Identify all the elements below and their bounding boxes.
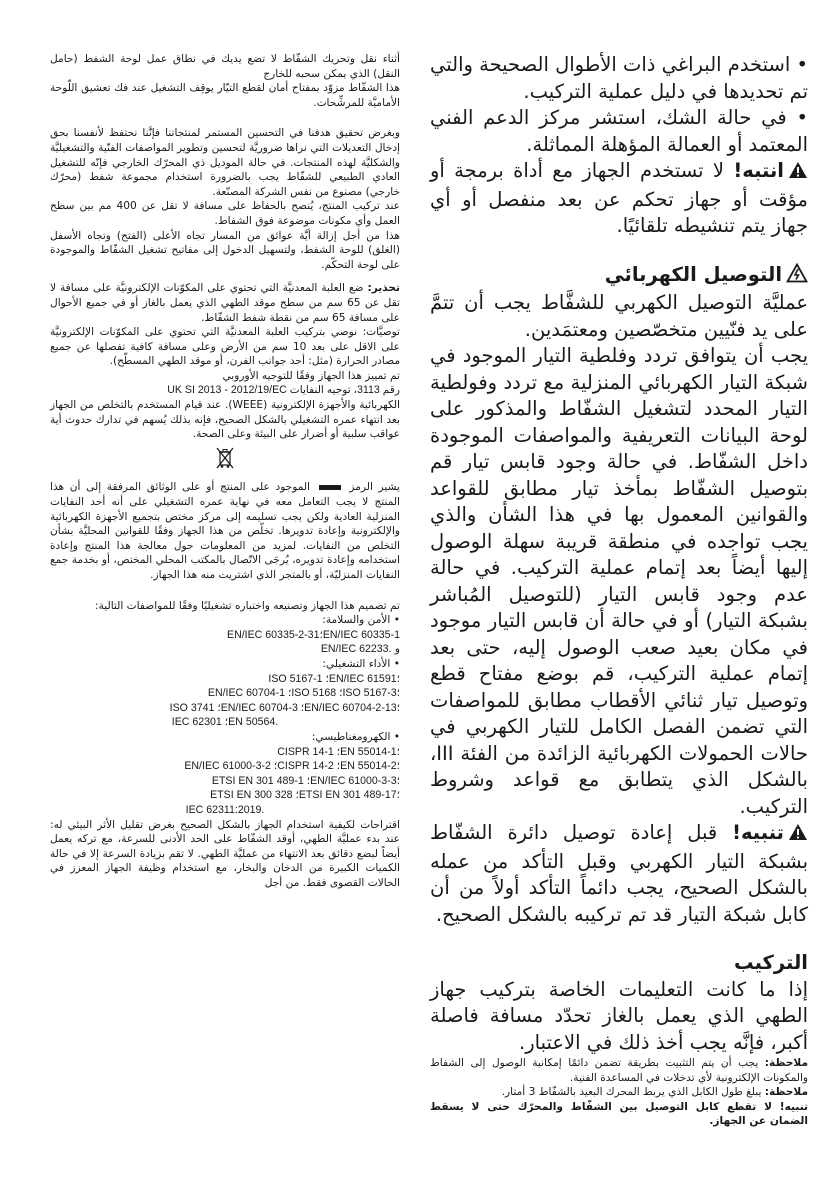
electrical-heading <box>430 262 808 291</box>
safety-line-2 <box>50 642 400 657</box>
symbol-p-b: الموجود على المنتج أو على الوثائق المرفقة إلى أن هذا المنتج لا يجب التعامل معه في نهاية عمره التشغيلي على أنه أحد النفايات المنزلية العادية ولكن يجب تسليمه إلى مركز مختص بتجميع الأجهزة الكهربائية والإلكترونية وإعادة تدويرها. تخلّص من هذا الجهاز وفقًا للقوانين المحليَّة بشأن التخلص من النفايات. لمزيد من المعلومات حول معالجة هذا المنتج وإعادة استخدامه وإعادة تدويره، يُرجَى الاتّصال بالمكتب المحلي المختص، أو بخدمة جمع النفايات المنزليّة، أو بالمتجر الذي اشتريت منه هذا الجهاز. <box>50 481 400 581</box>
recommendations: توصيَّات: نوصي بتركيب العلبة المعدنيَّة التي تحتوي على المكوّنات الإلكترونيَّة على الاقل على بعد 10 سم من الأرض وعلى مسافة كافية تفصلها عن جميع مصادر الحرارة (مثل: أحد جوانب الفرن، أو موقد الطهي المسطّح). <box>50 326 400 368</box>
emc-line-4: ETSI EN 300 328 ؛ETSI EN 301 489-17؛ <box>210 789 400 802</box>
performance-line-4: IEC 62301 ؛EN 50564. <box>171 716 279 729</box>
note-2-text: يبلغ طول الكابل الذي يربط المحرك البعيد بالشفّاط 3 أمتار. <box>501 1086 762 1099</box>
safety-line-2-pre: و <box>394 643 400 656</box>
warning-text: لا تستخدم الجهاز مع أداة برمجة أو مؤقت أو جهاز تحكم عن بعد منفصل أو أي جهاز يتم تنشيطه تلقائيًا. <box>430 159 808 237</box>
weee-directive-line: UK SI 2013 - 2012/19/EC رقم 3113، توجيه النفايات <box>167 384 400 397</box>
caution-text: قبل إعادة توصيل دائرة الشفّاط بشبكة التيار الكهربي وقبل التأكد من عمله بالشكل الصحيح، يجب دائماً التأكد أولاً من أن كابل شبكة التيار قد تم تركيبه بالشكل الصحيح. <box>430 821 808 926</box>
performance-line-2: EN/IEC 60704-1 ؛ISO 5168 ؛ISO 5167-3؛ <box>207 687 400 700</box>
performance-line-1: ISO 5167-1 ؛EN/IEC 61591؛ <box>268 672 400 685</box>
standards-intro: تم تصميم هذا الجهاز وتصنيعه واختباره تشغيليًا وفقًا للمواصفات التالية: <box>95 599 400 612</box>
safety-line-1: EN/IEC 60335-2-31؛EN/IEC 60335-1 <box>227 628 400 641</box>
bullet-screws: • استخدم البراغي ذات الأطوال الصحيحة والتي تم تحديدها في دليل عملية التركيب. <box>430 53 808 103</box>
emc-label: • الكهرومغناطيسي: <box>311 730 400 743</box>
improvement-p3: هذا من أجل إزالة أيَّة عوائق من المسار تجاه الأعلى (الفتح) وتجاه الأسفل (الغلق) للوحة الشفط، ولتسهيل الدخول إلى مفاتيح تشغيل الشفّاط والموجودة على لوحة التحكّم. <box>50 229 400 271</box>
warning-label: انتبه! <box>733 159 784 182</box>
safety-label: • الأمن والسلامة: <box>322 614 400 627</box>
improvement-p1: وبغرض تحقيق هدفنا في التحسين المستمر لمنتجاتنا فإنَّنا نحتفظ لأنفسنا بحق إدخال التعديلات التي نراها ضروريَّة لتحسين وتطوير المواصفات الفنّية والتشغيليَّة والشكليَّة لهذه المنتجات. في حالة الموديل ذي المحرّك الخارجي فإنّه للتشغيل العادي الطبيعي للشفّاط يجب بالضرورة استخدام مجموعة شفط (محرّك خارجي) مصنوع من نفس الشركة المصنّعة. <box>50 127 400 198</box>
warning-paragraph <box>430 158 808 240</box>
warning-paragraph-small <box>50 281 400 325</box>
improvement-p2: عند تركيب المنتج، يُنصح بالحفاظ على مسافة لا تقل عن 400 مم بين سطح العمل وأي مكونات موضوعة فوق الشفاط. <box>50 200 400 227</box>
black-bar-symbol <box>319 485 341 490</box>
symbol-paragraph <box>50 480 400 582</box>
warning-small-text: ضع العلبة المعدنيَّة التي تحتوي على المكوّنات الإلكترونيَّة على مسافة لا تقل عن 65 سم من سطح موقد الطهي الذي يعمل بالغاز أو في جميع الأحوال على مسافة 65 سم من نقطة شفط الشفّاط. <box>50 282 401 324</box>
caution-paragraph <box>430 820 808 928</box>
symbol-p-a: يشير الرمز <box>349 481 400 494</box>
note-2-label: ملاحظة: <box>764 1086 808 1099</box>
electrical-p1: عمليَّة التوصيل الكهربي للشفَّاط يجب أن تتمَّ على يد فنّيين متخصّصين ومعتمَدين. <box>430 291 808 341</box>
note-2 <box>430 1085 808 1100</box>
warning-triangle-icon <box>788 160 808 187</box>
emc-line-1: CISPR 14-1 ؛EN 55014-1؛ <box>277 745 400 758</box>
performance-line-3: ISO 3741 ؛EN/IEC 60704-3 ؛EN/IEC 60704-2-13؛ <box>169 701 400 714</box>
electrical-heading-text: التوصيل الكهربائي <box>604 262 782 286</box>
electric-warning-icon <box>786 263 808 291</box>
performance-label: • الأداء التشغيلي: <box>322 657 400 670</box>
note-3: تنبيه! لا تقطع كابل التوصيل بين الشفّاط والمحرّك حتى لا يسقط الضمان عن الجهاز. <box>430 1100 808 1128</box>
caution-label: تنبيه! <box>732 821 784 844</box>
installation-heading: التركيب <box>733 951 808 974</box>
note-1 <box>430 1056 808 1085</box>
bullet-doubt: • في حالة الشك، استشر مركز الدعم الفني المعتمد أو العمالة المؤهلة المماثلة. <box>430 106 808 156</box>
warning-small-label: تحذير: <box>367 282 400 295</box>
emc-line-3: ETSI EN 301 489-1 ؛EN/IEC 61000-3-3؛ <box>211 774 400 787</box>
handling-p2: هذا الشفّاط مزوّد بمفتاح أمان لقطع التيّار يوقِف التشغيل عند فك تعشيق اللّوحة الأماميَّة للمرشِّحات. <box>50 82 400 109</box>
note-1-text: يجب أن يتم التثبيت بطريقة تضمن دائمًا إمكانية الوصول إلى الشفاط والمكونات الإلكترونية لأي تدخلات في المساعدة الفنية. <box>430 1057 808 1084</box>
crossed-out-bin-icon <box>50 446 400 475</box>
weee-p1b: الكهربائية والأجهزة الإلكترونية (WEEE). عند قيام المستخدم بالتخلص من الجهاز بعد انتهاء عمره التشغيلي بالشكل الصحيح، فإنه بذلك يُسهم في تدارك حدوث أية عواقب سلبية أو أضرار على البيئة وعلى الصحة. <box>50 399 400 441</box>
emc-line-2: EN/IEC 61000-3-2 ؛CISPR 14-2 ؛EN 55014-2؛ <box>184 760 400 773</box>
note-1-label: ملاحظة: <box>764 1057 808 1069</box>
installation-text: إذا ما كانت التعليمات الخاصة بتركيب جهاز الطهي الذي يعمل بالغاز تحدّد مسافة فاصلة أكبر، فإنَّه يجب أخذ ذلك في الاعتبار. <box>430 977 808 1054</box>
eco-text: اقتراحات لكيفية استخدام الجهاز بالشكل الصحيح بغرض تقليل الأثر البيئي له: عند بدء عمليَّة الطهي، أوقد الشفّاط على الحد الأدنى للسرعة، مع تركه يعمل أيضاً لبضع دقائق بعد الانتهاء من عمليَّة الطهي. لا تقم بزيادة السرعة إلا في حالة الكميات الكبيرة من الدخان والبخار، مع استخدام وظيفة الجهاز المعزز في الحالات القصوى فقط. من أجل <box>50 818 400 889</box>
left-column <box>50 52 400 890</box>
caution-triangle-icon <box>788 822 808 849</box>
right-column <box>430 52 808 1129</box>
weee-p1: تم تمييز هذا الجهاز وفقًا للتوجيه الأوروبي <box>222 369 400 382</box>
safety-line-2-std: EN/IEC 62233. <box>320 643 392 656</box>
emc-line-5: IEC 62311:2019. <box>185 803 265 816</box>
handling-p1: أثناء نقل وتحريك الشفّاط لا تضع يديك في نطاق عمل لوحة الشفط (حامل النقل) الذي يمكن سحبه للخارج <box>50 53 400 80</box>
electrical-p2: يجب أن يتوافق تردد وفلطية التيار الموجود في شبكة التيار الكهربائي المنزلية مع تردد وفولطية التيار المحدد لتشغيل الشفّاط والمذكور على لوحة البيانات التعريفية والمواصفات الموجودة داخل الشفّاط. في حالة وجود قابس تيار قم بتوصيل الشفّاط بمأخذ تيار مطابق للقواعد والقوانين المعمول بها في هذا الشأن والذي يجب تواجده في منطقة قريبة سهلة الوصول إليها أيضاً بعد إتمام عملية التركيب. في حالة عدم وجود قابس التيار (للتوصيل المُباشر بشبكة التيار) أو في حالة أن قابس التيار موجود في مكان بعيد صعب الوصول إليه، حتى بعد إتمام عملية التركيب، قم بوضع مفتاح قطع وتوصيل تيار ثنائي الأقطاب مطابق للمواصفات التي تضمن الفصل الكامل للتيار الكهربي في حالات الحمولات الكهربائية الزائدة من الفئة III، بالشكل الذي يتطابق مع قواعد وشروط التركيب. <box>430 344 808 818</box>
